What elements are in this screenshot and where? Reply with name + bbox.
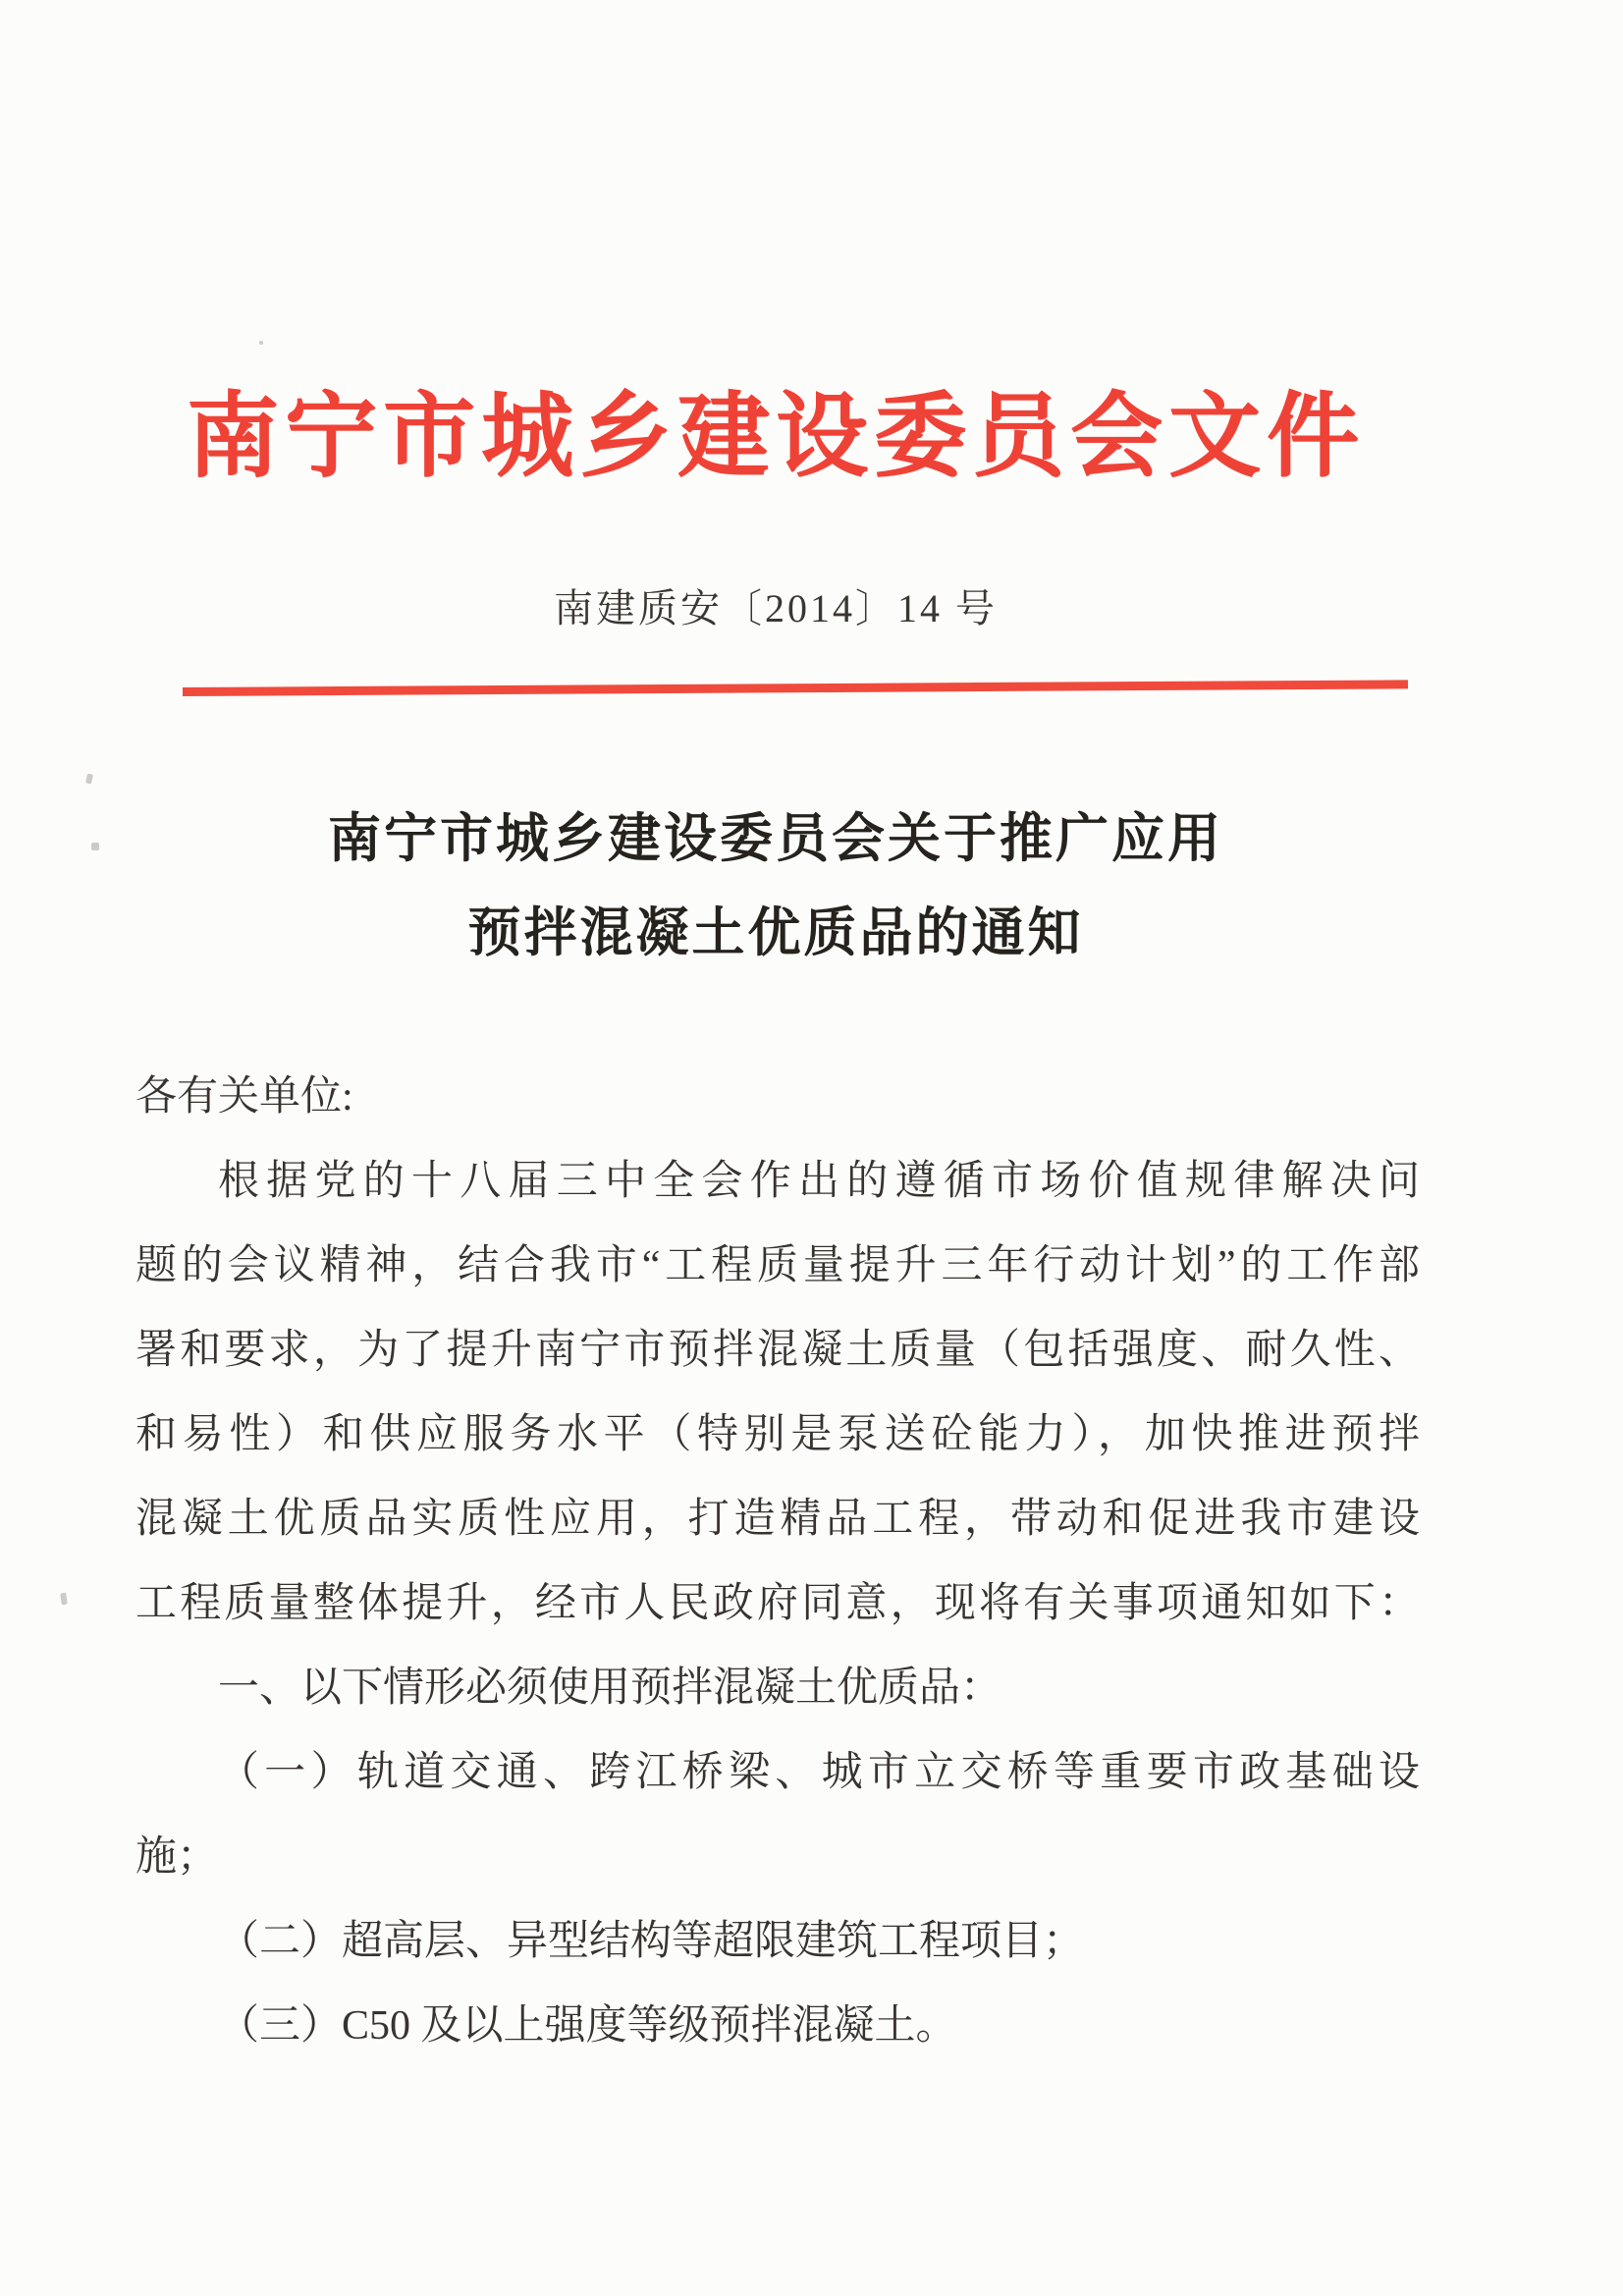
body-line: 和易性）和供应服务水平（特别是泵送砼能力），加快推进预拌 [135, 1412, 1420, 1457]
agency-header-title: 南宁市城乡建设委员会文件 [186, 386, 1365, 488]
body-line: 混凝土优质品实质性应用，打造精品工程，带动和促进我市建设 [135, 1497, 1420, 1542]
body-line: （三）C50 及以上强度等级预拌混凝土。 [218, 2003, 957, 2049]
scan-speck [259, 341, 263, 345]
body-line: 工程质量整体提升，经市人民政府同意，现将有关事项通知如下： [135, 1581, 1420, 1626]
body-line: 根据党的十八届三中全会作出的遵循市场价值规律解决问 [218, 1159, 1420, 1204]
body-line: 各有关单位: [135, 1074, 353, 1120]
notice-title-line-2: 预拌混凝土优质品的通知 [467, 903, 1084, 962]
notice-title [0, 792, 1551, 980]
red-divider-line [183, 680, 1408, 696]
body-line: （一）轨道交通、跨江桥梁、城市立交桥等重要市政基础设 [218, 1750, 1420, 1795]
body-line: 一、以下情形必须使用预拌混凝土优质品： [218, 1666, 1002, 1711]
scan-speck [91, 843, 99, 850]
body-text [135, 1055, 1420, 2068]
scan-speck [85, 773, 93, 784]
body-line: 施； [135, 1834, 219, 1880]
document-number: 南建质安〔2014〕14 号 [554, 586, 998, 630]
notice-title-line-1: 南宁市城乡建设委员会关于推广应用 [328, 809, 1223, 868]
scan-speck [60, 1593, 68, 1606]
body-line: 署和要求，为了提升南宁市预拌混凝土质量（包括强度、耐久性、 [135, 1328, 1420, 1373]
body-line: 题的会议精神，结合我市“工程质量提升三年行动计划”的工作部 [135, 1243, 1420, 1288]
body-line: （二）超高层、异型结构等超限建筑工程项目； [218, 1919, 1085, 1964]
